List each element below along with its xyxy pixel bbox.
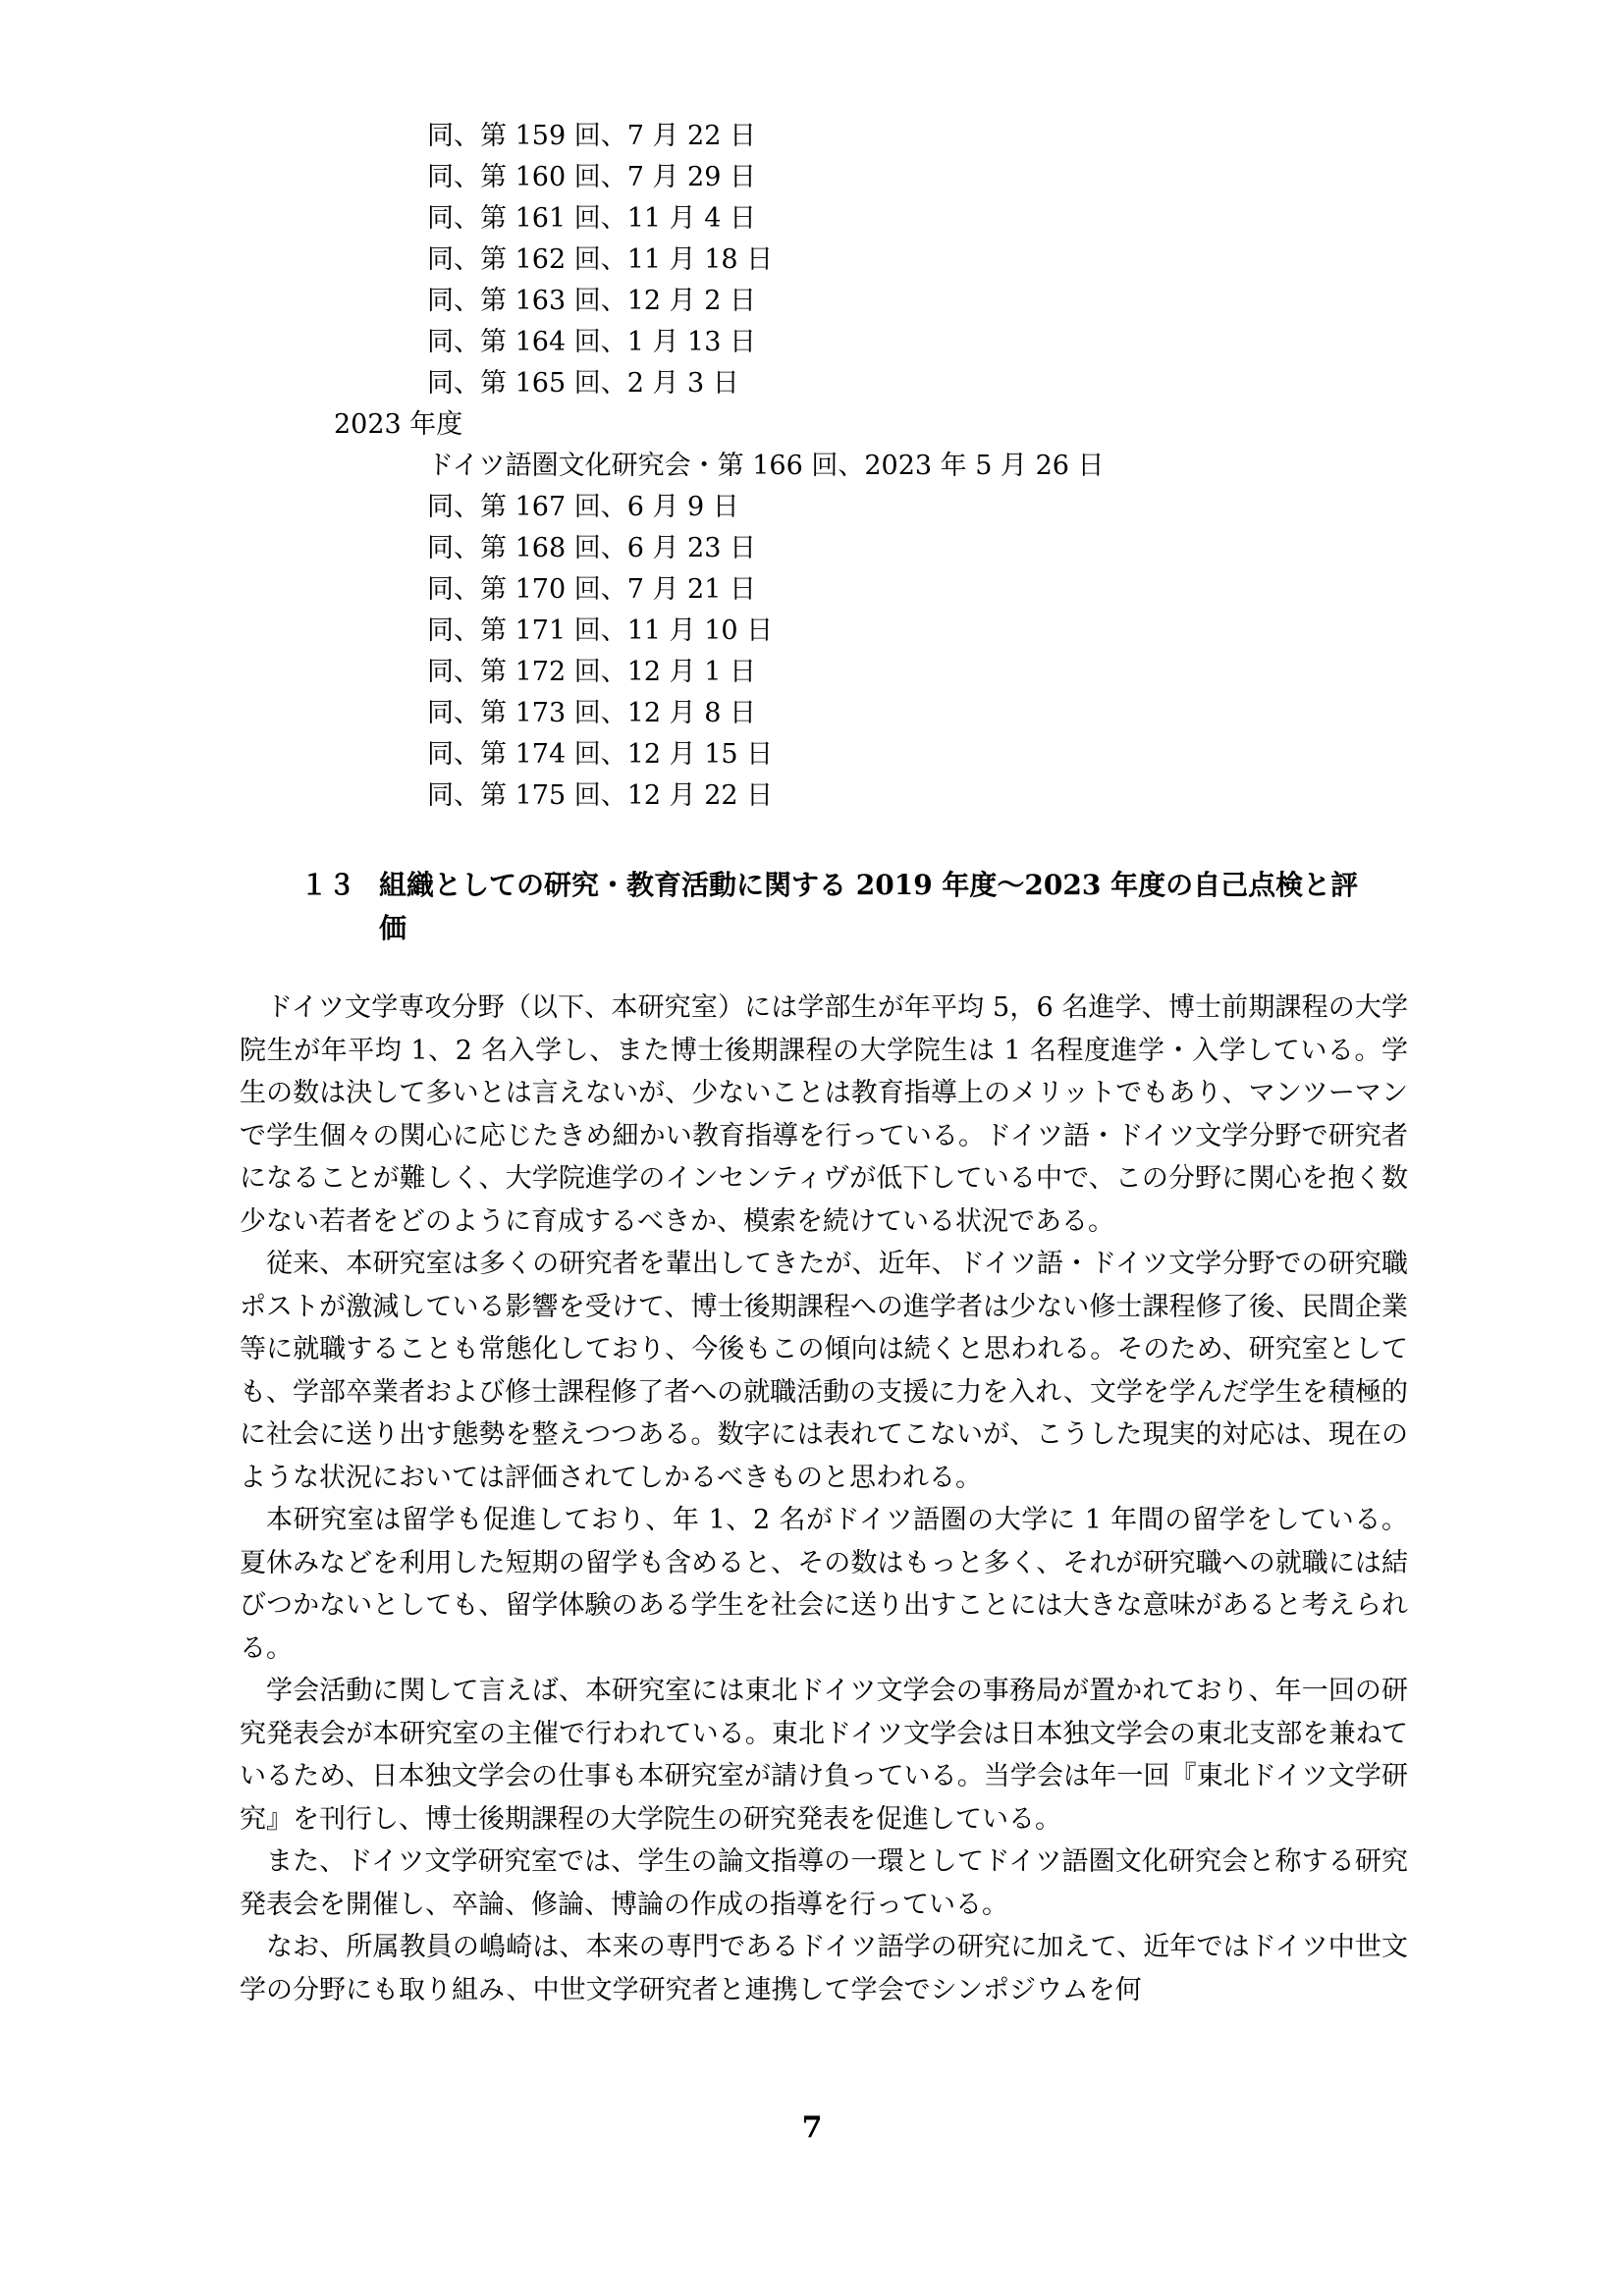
- list-item: 同、第 168 回、6 月 23 日: [427, 533, 756, 563]
- section-heading: [300, 864, 1400, 950]
- list-item: 同、第 174 回、12 月 15 日: [427, 739, 774, 770]
- list-item: 同、第 167 回、6 月 9 日: [427, 492, 739, 522]
- list-item: 同、第 161 回、11 月 4 日: [427, 203, 756, 234]
- list-item: ドイツ語圏文化研究会・第 166 回、2023 年 5 月 26 日: [427, 451, 1105, 481]
- list-item: 同、第 170 回、7 月 21 日: [427, 574, 756, 605]
- paragraph: 従来、本研究室は多くの研究者を輩出してきたが、近年、ドイツ語・ドイツ文学分野での研究職ポストが激減している影響を受けて、博士後期課程への進学者は少ない修士課程修了後、民間企業等に就職することも常態化しており、今後もこの傾向は続くと思われる。そのため、研究室としても、学部卒業者および修士課程修了者への就職活動の支援に力を入れ、文学を学んだ学生を積極的に社会に送り出す態勢を整えつつある。数字には表れてこないが、こうした現実的対応は、現在のような状況においては評価されてしかるべきものと思われる。: [240, 1249, 1408, 1493]
- list-item: 同、第 171 回、11 月 10 日: [427, 615, 774, 646]
- paragraph: 学会活動に関して言えば、本研究室には東北ドイツ文学会の事務局が置かれており、年一回の研究発表会が本研究室の主催で行われている。東北ドイツ文学会は日本独文学会の東北支部を兼ねているため、日本独文学会の仕事も本研究室が請け負っている。当学会は年一回『東北ドイツ文学研究』を刊行し、博士後期課程の大学院生の研究発表を促進している。: [240, 1676, 1408, 1835]
- list-item: 同、第 172 回、12 月 1 日: [427, 657, 756, 687]
- list-item: 同、第 165 回、2 月 3 日: [427, 368, 739, 399]
- paragraph: なお、所属教員の嶋崎は、本来の専門であるドイツ語学の研究に加えて、近年ではドイツ中世文学の分野にも取り組み、中世文学研究者と連携して学会でシンポジウムを何: [240, 1932, 1408, 2005]
- year-heading: 2023 年度: [334, 409, 463, 440]
- paragraph: 本研究室は留学も促進しており、年 1、2 名がドイツ語圏の大学に 1 年間の留学をしている。夏休みなどを利用した短期の留学も含めると、その数はもっと多く、それが研究職への就職には結びつかないとしても、留学体験のある学生を社会に送り出すことには大きな意味があると考えられる。: [240, 1505, 1408, 1664]
- section-title-line1: 組織としての研究・教育活動に関する 2019 年度〜2023 年度の自己点検と評: [379, 869, 1359, 901]
- section-title-line2: 価: [379, 912, 407, 944]
- page-number: 7: [801, 2110, 823, 2145]
- section-body: [240, 987, 1408, 2011]
- list-item: 同、第 164 回、1 月 13 日: [427, 327, 756, 357]
- paragraph: ドイツ文学専攻分野（以下、本研究室）には学部生が年平均 5，6 名進学、博士前期課程の大学院生が年平均 1、2 名入学し、また博士後期課程の大学院生は 1 名程度進学・入学している。学生の数は決して多いとは言えないが、少ないことは教育指導上のメリットでもあり、マンツーマンで学生個々の関心に応じたきめ細かい教育指導を行っている。ドイツ語・ドイツ文学分野で研究者になることが難しく、大学院進学のインセンティヴが低下している中で、この分野に関心を抱く数少ない若者をどのように育成するべきか、模索を続けている状況である。: [240, 992, 1408, 1237]
- list-item: 同、第 173 回、12 月 8 日: [427, 698, 756, 728]
- list-item: 同、第 162 回、11 月 18 日: [427, 244, 774, 275]
- meeting-schedule: [0, 116, 1624, 817]
- section-number: １３: [300, 869, 356, 901]
- list-item: 同、第 163 回、12 月 2 日: [427, 286, 756, 316]
- list-item: 同、第 160 回、7 月 29 日: [427, 162, 756, 192]
- list-item: 同、第 175 回、12 月 22 日: [427, 780, 774, 811]
- paragraph: また、ドイツ文学研究室では、学生の論文指導の一環としてドイツ語圏文化研究会と称する研究発表会を開催し、卒論、修論、博論の作成の指導を行っている。: [240, 1846, 1408, 1920]
- list-item: 同、第 159 回、7 月 22 日: [427, 121, 756, 151]
